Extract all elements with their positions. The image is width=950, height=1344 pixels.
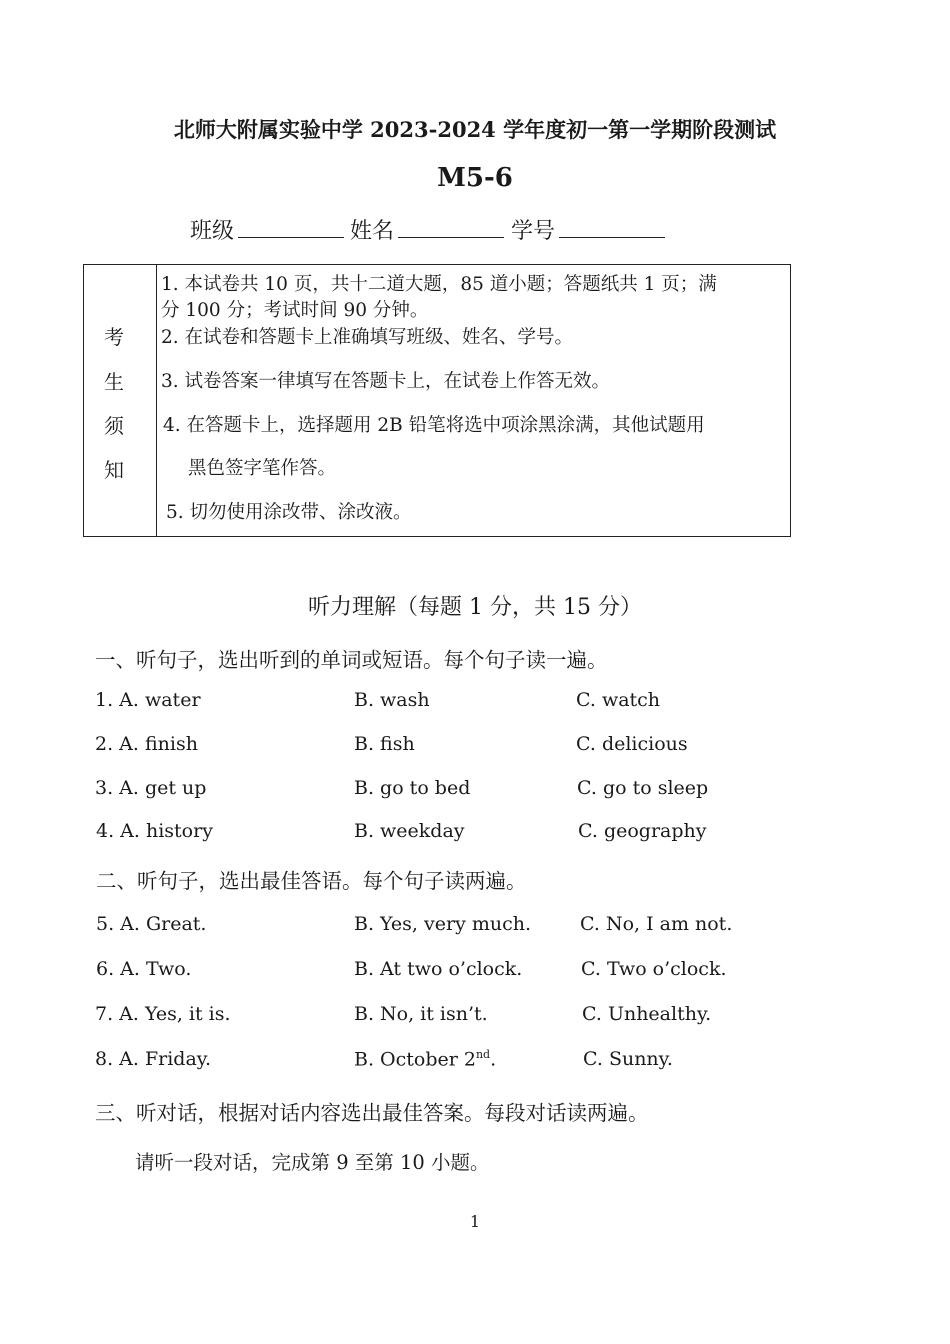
q8-option-c: C. Sunny. (583, 1048, 673, 1070)
class-field[interactable] (190, 214, 344, 245)
q1-option-a: 1. A. water (95, 689, 201, 711)
notice-side-char: 知 (104, 458, 124, 482)
name-label: 姓名 (350, 219, 395, 244)
q4-option-a: 4. A. history (96, 820, 213, 842)
notice-item-4: 4. 在答题卡上，选择题用 2B 铅笔将选中项涂黑涂满，其他试题用 (163, 415, 705, 436)
notice-side-char: 须 (104, 414, 124, 438)
q8-option-b: B. October 2nd. (354, 1048, 497, 1071)
notice-item-1: 1. 本试卷共 10 页，共十二道大题，85 道小题；答题纸共 1 页；满 (161, 274, 717, 295)
q1-option-c: C. watch (576, 689, 661, 711)
q2-option-b: B. fish (354, 733, 415, 755)
notice-item-5: 5. 切勿使用涂改带、涂改液。 (166, 502, 412, 523)
listening-section-title: 听力理解（每题 1 分，共 15 分） (308, 595, 642, 620)
notice-divider (156, 265, 157, 536)
q7-option-c: C. Unhealthy. (582, 1003, 712, 1025)
page-number: 1 (469, 1212, 481, 1231)
name-blank[interactable] (398, 215, 504, 238)
q3-option-c: C. go to sleep (577, 777, 709, 799)
q5-option-b: B. Yes, very much. (354, 913, 532, 935)
notice-item-2: 2. 在试卷和答题卡上准确填写班级、姓名、学号。 (161, 327, 574, 348)
q6-option-b: B. At two o’clock. (354, 958, 523, 980)
q2-option-c: C. delicious (576, 733, 688, 755)
exam-code: M5-6 (437, 163, 513, 193)
student-id-label: 学号 (511, 219, 556, 244)
q5-option-a: 5. A. Great. (96, 913, 207, 935)
notice-item-1-cont: 分 100 分；考试时间 90 分钟。 (161, 300, 429, 321)
q2-option-a: 2. A. finish (95, 733, 198, 755)
q6-option-c: C. Two o’clock. (581, 958, 727, 980)
candidate-notice-box (83, 264, 791, 537)
class-label: 班级 (190, 219, 235, 244)
student-id-field[interactable] (511, 214, 665, 245)
part-2-heading: 二、听句子，选出最佳答语。每个句子读两遍。 (96, 869, 527, 893)
student-id-blank[interactable] (559, 215, 665, 238)
q4-option-c: C. geography (578, 820, 707, 842)
notice-side-char: 生 (104, 370, 124, 394)
q5-option-c: C. No, I am not. (580, 913, 733, 935)
q7-option-a: 7. A. Yes, it is. (95, 1003, 231, 1025)
notice-item-4-cont: 黑色签字笔作答。 (188, 458, 337, 479)
q3-option-a: 3. A. get up (95, 777, 207, 799)
notice-side-char: 考 (104, 325, 124, 349)
q7-option-b: B. No, it isn’t. (354, 1003, 488, 1025)
q6-option-a: 6. A. Two. (96, 958, 192, 980)
notice-item-3: 3. 试卷答案一律填写在答题卡上，在试卷上作答无效。 (161, 371, 611, 392)
q1-option-b: B. wash (354, 689, 430, 711)
class-blank[interactable] (238, 215, 344, 238)
q4-option-b: B. weekday (354, 820, 465, 842)
q8-option-a: 8. A. Friday. (95, 1048, 212, 1070)
exam-title: 北师大附属实验中学 2023-2024 学年度初一第一学期阶段测试 (173, 117, 777, 142)
part-3-instruction: 请听一段对话，完成第 9 至第 10 小题。 (135, 1151, 490, 1174)
q3-option-b: B. go to bed (354, 777, 471, 799)
part-1-heading: 一、听句子，选出听到的单词或短语。每个句子读一遍。 (95, 648, 608, 672)
name-field[interactable] (350, 214, 504, 245)
part-3-heading: 三、听对话，根据对话内容选出最佳答案。每段对话读两遍。 (95, 1101, 649, 1125)
